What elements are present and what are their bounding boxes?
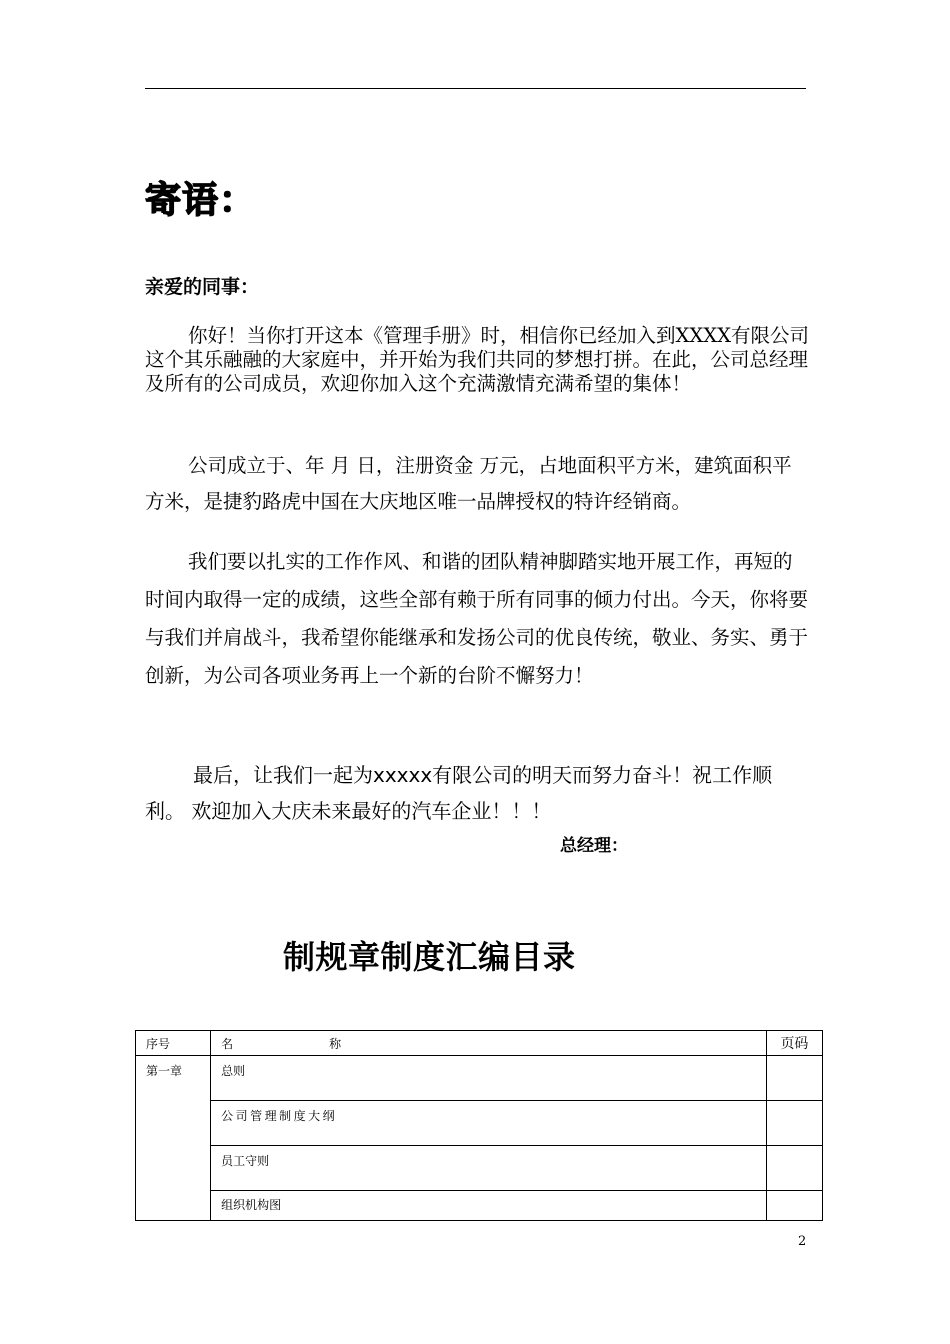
- table-row: [136, 1191, 823, 1221]
- toc-row-page: [766, 1056, 822, 1101]
- toc-row-name: 公司管理制度大纲: [211, 1101, 767, 1146]
- table-row: [136, 1101, 823, 1146]
- toc-row-page: [766, 1101, 822, 1146]
- table-row: [136, 1056, 823, 1101]
- toc-header-row: [136, 1031, 823, 1056]
- toc-row-name: 组织机构图: [211, 1191, 767, 1221]
- paragraph-expectations: 我们要以扎实的工作作风、和谐的团队精神脚踏实地开展工作，再短的时间内取得一定的成绩，这些全部有赖于所有同事的倾力付出。今天，你将要与我们并肩战斗，我希望你能继承和发扬公司的优良传统，敬业、务实、勇于创新，为公司各项业务再上一个新的台阶不懈努力！: [145, 550, 809, 687]
- toc-chapter-cell: 第一章: [136, 1056, 211, 1221]
- paragraph-company-info: 公司成立于、年 月 日，注册资金 万元，占地面积平方米，建筑面积平方米，是捷豹路虎中国在大庆地区唯一品牌授权的特许经销商。: [145, 454, 792, 513]
- toc-header-number: 序号: [136, 1031, 211, 1056]
- table-row: [136, 1146, 823, 1191]
- salutation: 亲爱的同事：: [145, 276, 260, 298]
- paragraph-welcome: 你好！当你打开这本《管理手册》时，相信你已经加入到XXXX有限公司这个其乐融融的大家庭中，并开始为我们共同的梦想打拼。在此，公司总经理及所有的公司成员，欢迎你加入这个充满激情充满希望的集体！: [145, 324, 810, 395]
- signature-general-manager: 总经理：: [560, 836, 628, 856]
- toc-header-name: [211, 1031, 767, 1056]
- toc-header-name-part2: 称: [329, 1036, 342, 1051]
- toc-header-name-part1: 名: [221, 1036, 234, 1051]
- page-number: 2: [798, 1234, 807, 1249]
- header-rule: [145, 88, 806, 89]
- toc-row-name: 员工守则: [211, 1146, 767, 1191]
- toc-row-name: 总则: [211, 1056, 767, 1101]
- foreword-heading: 寄语：: [145, 180, 257, 221]
- toc-row-page: [766, 1146, 822, 1191]
- toc-title: 制规章制度汇编目录: [283, 938, 576, 976]
- toc-table: [135, 1030, 823, 1221]
- paragraph-closing: 最后，让我们一起为xxxxx有限公司的明天而努力奋斗！祝工作顺利。 欢迎加入大庆未来最好的汽车企业！！！: [145, 763, 773, 823]
- toc-header-page: 页码: [766, 1031, 822, 1056]
- toc-row-page: [766, 1191, 822, 1221]
